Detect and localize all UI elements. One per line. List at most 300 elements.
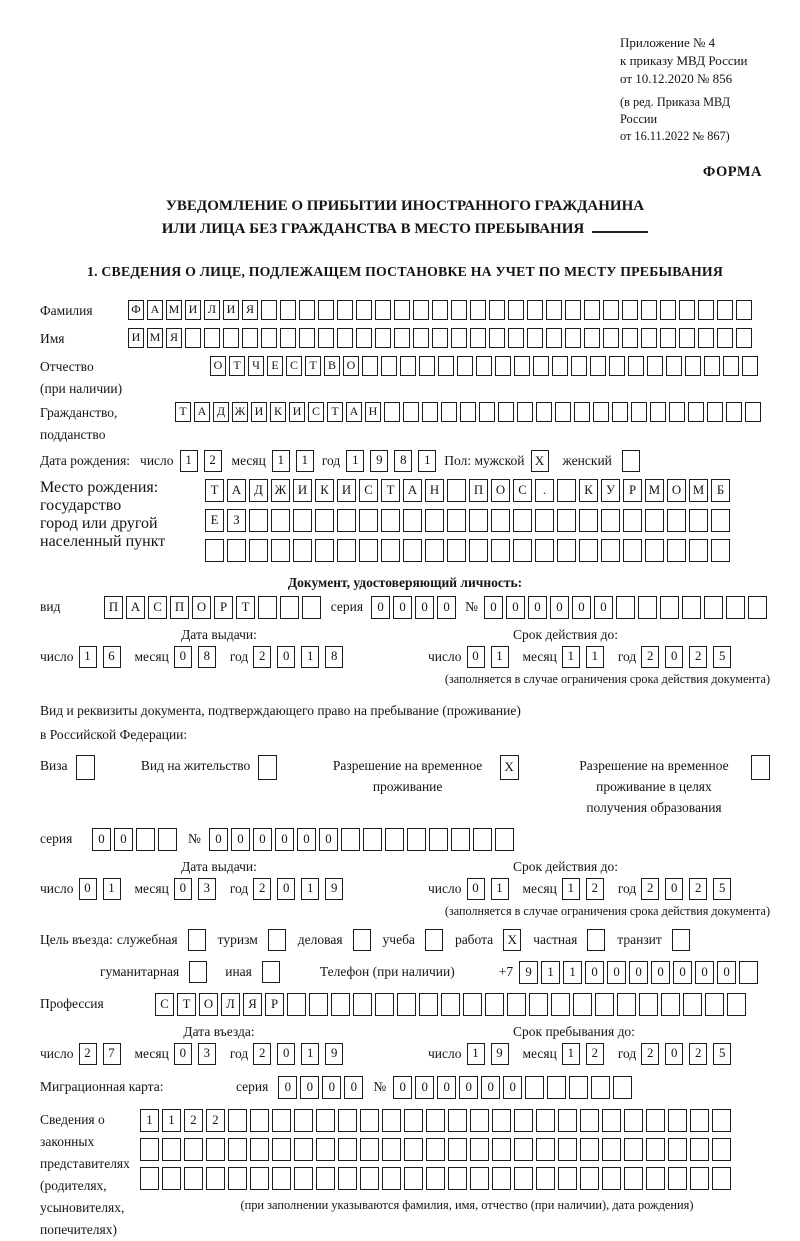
char-cell[interactable]	[413, 328, 429, 348]
char-cell[interactable]	[457, 356, 473, 376]
char-cell[interactable]: Л	[221, 993, 240, 1016]
char-cell[interactable]: Ж	[271, 479, 290, 502]
char-cell[interactable]: Т	[305, 356, 321, 376]
purpose-other-checkbox[interactable]	[262, 961, 280, 983]
char-cell[interactable]: 0	[503, 1076, 522, 1099]
purpose-business-checkbox[interactable]	[188, 929, 206, 951]
char-cell[interactable]	[555, 402, 571, 422]
char-cell[interactable]: Т	[236, 596, 255, 619]
char-cell[interactable]: И	[289, 402, 305, 422]
char-cell[interactable]: Д	[249, 479, 268, 502]
char-cell[interactable]	[623, 539, 642, 562]
char-cell[interactable]	[422, 402, 438, 422]
char-cell[interactable]	[533, 356, 549, 376]
char-cell[interactable]	[668, 1138, 687, 1161]
char-cell[interactable]: А	[126, 596, 145, 619]
char-cell[interactable]	[645, 509, 664, 532]
char-cell[interactable]	[717, 328, 733, 348]
char-cell[interactable]: Я	[243, 993, 262, 1016]
char-cell[interactable]	[136, 828, 155, 851]
char-cell[interactable]	[223, 328, 239, 348]
char-cell[interactable]: С	[359, 479, 378, 502]
char-cell[interactable]	[683, 993, 702, 1016]
char-cell[interactable]	[460, 402, 476, 422]
char-cell[interactable]	[546, 328, 562, 348]
purpose-work-checkbox[interactable]: X	[503, 929, 521, 951]
char-cell[interactable]: 9	[325, 1043, 343, 1065]
char-cell[interactable]	[536, 1109, 555, 1132]
char-cell[interactable]	[525, 1076, 544, 1099]
char-cell[interactable]	[492, 1167, 511, 1190]
char-cell[interactable]	[712, 1138, 731, 1161]
char-cell[interactable]: 8	[198, 646, 216, 668]
char-cell[interactable]: 1	[301, 646, 319, 668]
char-cell[interactable]	[451, 328, 467, 348]
char-cell[interactable]	[661, 993, 680, 1016]
char-cell[interactable]	[397, 993, 416, 1016]
char-cell[interactable]	[529, 993, 548, 1016]
char-cell[interactable]	[660, 596, 679, 619]
char-cell[interactable]	[250, 1138, 269, 1161]
char-cell[interactable]: 0	[297, 828, 316, 851]
char-cell[interactable]: 2	[641, 878, 659, 900]
char-cell[interactable]: 1	[562, 646, 580, 668]
char-cell[interactable]	[403, 509, 422, 532]
char-cell[interactable]	[579, 539, 598, 562]
char-cell[interactable]	[294, 1167, 313, 1190]
char-cell[interactable]	[645, 539, 664, 562]
char-cell[interactable]	[726, 402, 742, 422]
char-cell[interactable]: И	[185, 300, 201, 320]
char-cell[interactable]: 9	[370, 450, 388, 472]
char-cell[interactable]	[536, 1138, 555, 1161]
char-cell[interactable]: 5	[713, 1043, 731, 1065]
char-cell[interactable]	[438, 356, 454, 376]
char-cell[interactable]	[473, 828, 492, 851]
char-cell[interactable]	[469, 509, 488, 532]
char-cell[interactable]: О	[192, 596, 211, 619]
char-cell[interactable]: В	[324, 356, 340, 376]
char-cell[interactable]: 0	[665, 1043, 683, 1065]
char-cell[interactable]: Е	[267, 356, 283, 376]
char-cell[interactable]	[535, 539, 554, 562]
char-cell[interactable]: А	[403, 479, 422, 502]
char-cell[interactable]	[426, 1109, 445, 1132]
char-cell[interactable]	[451, 828, 470, 851]
char-cell[interactable]: 1	[562, 1043, 580, 1065]
char-cell[interactable]	[698, 328, 714, 348]
char-cell[interactable]	[158, 828, 177, 851]
purpose-commercial-checkbox[interactable]	[353, 929, 371, 951]
char-cell[interactable]: М	[689, 479, 708, 502]
char-cell[interactable]	[316, 1109, 335, 1132]
char-cell[interactable]	[184, 1167, 203, 1190]
char-cell[interactable]	[617, 993, 636, 1016]
char-cell[interactable]	[425, 509, 444, 532]
char-cell[interactable]: З	[227, 509, 246, 532]
char-cell[interactable]	[689, 509, 708, 532]
purpose-transit-checkbox[interactable]	[672, 929, 690, 951]
char-cell[interactable]	[602, 1167, 621, 1190]
char-cell[interactable]: 1	[346, 450, 364, 472]
char-cell[interactable]	[690, 1109, 709, 1132]
char-cell[interactable]	[381, 356, 397, 376]
char-cell[interactable]	[624, 1167, 643, 1190]
char-cell[interactable]	[476, 356, 492, 376]
char-cell[interactable]	[381, 539, 400, 562]
char-cell[interactable]: Р	[623, 479, 642, 502]
char-cell[interactable]	[381, 509, 400, 532]
char-cell[interactable]: П	[170, 596, 189, 619]
char-cell[interactable]	[495, 828, 514, 851]
char-cell[interactable]: А	[147, 300, 163, 320]
char-cell[interactable]	[294, 1109, 313, 1132]
char-cell[interactable]: М	[645, 479, 664, 502]
char-cell[interactable]	[447, 509, 466, 532]
char-cell[interactable]	[375, 993, 394, 1016]
char-cell[interactable]	[641, 300, 657, 320]
char-cell[interactable]	[271, 539, 290, 562]
char-cell[interactable]	[419, 356, 435, 376]
char-cell[interactable]: 1	[563, 961, 582, 984]
char-cell[interactable]	[705, 993, 724, 1016]
char-cell[interactable]	[356, 300, 372, 320]
char-cell[interactable]: 6	[103, 646, 121, 668]
char-cell[interactable]: 2	[204, 450, 222, 472]
char-cell[interactable]	[679, 300, 695, 320]
char-cell[interactable]: 1	[140, 1109, 159, 1132]
char-cell[interactable]	[623, 509, 642, 532]
char-cell[interactable]	[228, 1109, 247, 1132]
char-cell[interactable]	[489, 300, 505, 320]
char-cell[interactable]	[432, 328, 448, 348]
char-cell[interactable]	[646, 1138, 665, 1161]
char-cell[interactable]: 0	[481, 1076, 500, 1099]
char-cell[interactable]	[601, 509, 620, 532]
char-cell[interactable]: 0	[209, 828, 228, 851]
char-cell[interactable]	[299, 328, 315, 348]
char-cell[interactable]	[609, 356, 625, 376]
char-cell[interactable]	[337, 328, 353, 348]
char-cell[interactable]	[403, 402, 419, 422]
char-cell[interactable]: 0	[174, 646, 192, 668]
char-cell[interactable]: Е	[205, 509, 224, 532]
char-cell[interactable]	[261, 328, 277, 348]
char-cell[interactable]	[647, 356, 663, 376]
char-cell[interactable]	[359, 539, 378, 562]
char-cell[interactable]: 0	[467, 878, 485, 900]
char-cell[interactable]	[574, 402, 590, 422]
char-cell[interactable]	[667, 539, 686, 562]
char-cell[interactable]	[360, 1109, 379, 1132]
char-cell[interactable]	[558, 1109, 577, 1132]
char-cell[interactable]	[717, 300, 733, 320]
char-cell[interactable]	[470, 328, 486, 348]
char-cell[interactable]	[646, 1109, 665, 1132]
char-cell[interactable]	[318, 300, 334, 320]
char-cell[interactable]	[748, 596, 767, 619]
char-cell[interactable]: А	[227, 479, 246, 502]
char-cell[interactable]: И	[251, 402, 267, 422]
char-cell[interactable]: И	[223, 300, 239, 320]
char-cell[interactable]	[689, 539, 708, 562]
char-cell[interactable]	[669, 402, 685, 422]
char-cell[interactable]: 0	[275, 828, 294, 851]
char-cell[interactable]: 0	[114, 828, 133, 851]
char-cell[interactable]	[622, 300, 638, 320]
char-cell[interactable]	[258, 596, 277, 619]
char-cell[interactable]	[527, 300, 543, 320]
char-cell[interactable]	[338, 1167, 357, 1190]
char-cell[interactable]	[736, 300, 752, 320]
char-cell[interactable]: 0	[415, 596, 434, 619]
char-cell[interactable]	[507, 993, 526, 1016]
char-cell[interactable]	[508, 300, 524, 320]
char-cell[interactable]: 9	[519, 961, 538, 984]
char-cell[interactable]: 1	[103, 878, 121, 900]
char-cell[interactable]	[491, 509, 510, 532]
char-cell[interactable]	[337, 300, 353, 320]
char-cell[interactable]	[228, 1138, 247, 1161]
char-cell[interactable]: С	[148, 596, 167, 619]
char-cell[interactable]	[280, 300, 296, 320]
char-cell[interactable]	[280, 596, 299, 619]
char-cell[interactable]	[360, 1138, 379, 1161]
char-cell[interactable]	[603, 328, 619, 348]
char-cell[interactable]: 0	[277, 1043, 295, 1065]
char-cell[interactable]: Л	[204, 300, 220, 320]
char-cell[interactable]	[140, 1167, 159, 1190]
char-cell[interactable]	[739, 961, 758, 984]
char-cell[interactable]	[624, 1109, 643, 1132]
char-cell[interactable]	[140, 1138, 159, 1161]
char-cell[interactable]: 1	[562, 878, 580, 900]
char-cell[interactable]: 0	[673, 961, 692, 984]
char-cell[interactable]	[294, 1138, 313, 1161]
char-cell[interactable]	[337, 509, 356, 532]
char-cell[interactable]: 0	[231, 828, 250, 851]
char-cell[interactable]: 0	[572, 596, 591, 619]
char-cell[interactable]	[557, 509, 576, 532]
temp-residence-education-checkbox[interactable]	[751, 755, 770, 780]
char-cell[interactable]: 8	[325, 646, 343, 668]
char-cell[interactable]	[557, 539, 576, 562]
char-cell[interactable]: 2	[253, 1043, 271, 1065]
char-cell[interactable]	[492, 1138, 511, 1161]
char-cell[interactable]	[638, 596, 657, 619]
char-cell[interactable]	[723, 356, 739, 376]
char-cell[interactable]: О	[210, 356, 226, 376]
char-cell[interactable]	[666, 356, 682, 376]
char-cell[interactable]: 2	[586, 878, 604, 900]
char-cell[interactable]: 2	[689, 1043, 707, 1065]
char-cell[interactable]	[451, 300, 467, 320]
char-cell[interactable]	[206, 1138, 225, 1161]
char-cell[interactable]: Т	[177, 993, 196, 1016]
char-cell[interactable]: 1	[491, 646, 509, 668]
char-cell[interactable]: 0	[695, 961, 714, 984]
char-cell[interactable]	[492, 1109, 511, 1132]
char-cell[interactable]	[272, 1138, 291, 1161]
char-cell[interactable]: 9	[325, 878, 343, 900]
char-cell[interactable]: 0	[484, 596, 503, 619]
char-cell[interactable]	[337, 539, 356, 562]
char-cell[interactable]	[688, 402, 704, 422]
char-cell[interactable]: 2	[689, 878, 707, 900]
char-cell[interactable]	[742, 356, 758, 376]
char-cell[interactable]	[601, 539, 620, 562]
char-cell[interactable]	[432, 300, 448, 320]
char-cell[interactable]: 0	[371, 596, 390, 619]
char-cell[interactable]: 2	[253, 878, 271, 900]
char-cell[interactable]	[227, 539, 246, 562]
char-cell[interactable]	[514, 1109, 533, 1132]
char-cell[interactable]	[242, 328, 258, 348]
char-cell[interactable]: 0	[594, 596, 613, 619]
char-cell[interactable]	[463, 993, 482, 1016]
char-cell[interactable]: О	[343, 356, 359, 376]
char-cell[interactable]	[331, 993, 350, 1016]
char-cell[interactable]: 0	[344, 1076, 363, 1099]
char-cell[interactable]: 3	[198, 1043, 216, 1065]
char-cell[interactable]	[584, 328, 600, 348]
purpose-private-checkbox[interactable]	[587, 929, 605, 951]
char-cell[interactable]: 0	[665, 878, 683, 900]
char-cell[interactable]	[375, 300, 391, 320]
char-cell[interactable]	[360, 1167, 379, 1190]
char-cell[interactable]: С	[286, 356, 302, 376]
char-cell[interactable]: 2	[184, 1109, 203, 1132]
char-cell[interactable]	[668, 1109, 687, 1132]
char-cell[interactable]	[316, 1138, 335, 1161]
char-cell[interactable]	[400, 356, 416, 376]
char-cell[interactable]: А	[346, 402, 362, 422]
char-cell[interactable]	[384, 402, 400, 422]
char-cell[interactable]	[261, 300, 277, 320]
char-cell[interactable]: 1	[180, 450, 198, 472]
char-cell[interactable]	[565, 328, 581, 348]
char-cell[interactable]	[616, 596, 635, 619]
char-cell[interactable]: П	[104, 596, 123, 619]
char-cell[interactable]	[404, 1138, 423, 1161]
char-cell[interactable]	[612, 402, 628, 422]
char-cell[interactable]	[580, 1167, 599, 1190]
char-cell[interactable]	[318, 328, 334, 348]
char-cell[interactable]	[622, 328, 638, 348]
char-cell[interactable]: 0	[437, 1076, 456, 1099]
char-cell[interactable]	[299, 300, 315, 320]
char-cell[interactable]: Р	[265, 993, 284, 1016]
char-cell[interactable]: Н	[365, 402, 381, 422]
char-cell[interactable]	[382, 1138, 401, 1161]
char-cell[interactable]	[448, 1138, 467, 1161]
char-cell[interactable]	[602, 1109, 621, 1132]
char-cell[interactable]: 1	[272, 450, 290, 472]
char-cell[interactable]: 0	[393, 1076, 412, 1099]
purpose-study-checkbox[interactable]	[425, 929, 443, 951]
char-cell[interactable]	[485, 993, 504, 1016]
char-cell[interactable]	[341, 828, 360, 851]
char-cell[interactable]: 2	[206, 1109, 225, 1132]
char-cell[interactable]: 1	[541, 961, 560, 984]
char-cell[interactable]	[546, 300, 562, 320]
char-cell[interactable]: Н	[425, 479, 444, 502]
char-cell[interactable]	[565, 300, 581, 320]
char-cell[interactable]	[711, 509, 730, 532]
char-cell[interactable]	[712, 1109, 731, 1132]
char-cell[interactable]	[470, 1138, 489, 1161]
char-cell[interactable]	[287, 993, 306, 1016]
sex-male-checkbox[interactable]: X	[531, 450, 549, 472]
purpose-tourism-checkbox[interactable]	[268, 929, 286, 951]
char-cell[interactable]	[631, 402, 647, 422]
char-cell[interactable]	[271, 509, 290, 532]
char-cell[interactable]	[547, 1076, 566, 1099]
char-cell[interactable]	[316, 1167, 335, 1190]
char-cell[interactable]: 0	[629, 961, 648, 984]
char-cell[interactable]: 2	[586, 1043, 604, 1065]
title-blank-underline[interactable]	[592, 219, 648, 233]
char-cell[interactable]: У	[601, 479, 620, 502]
char-cell[interactable]: 5	[713, 646, 731, 668]
char-cell[interactable]: 7	[103, 1043, 121, 1065]
char-cell[interactable]	[249, 509, 268, 532]
char-cell[interactable]	[698, 300, 714, 320]
char-cell[interactable]	[704, 356, 720, 376]
char-cell[interactable]	[309, 993, 328, 1016]
char-cell[interactable]	[205, 539, 224, 562]
char-cell[interactable]: Ж	[232, 402, 248, 422]
char-cell[interactable]: 0	[277, 878, 295, 900]
char-cell[interactable]: 1	[301, 878, 319, 900]
purpose-humanitarian-checkbox[interactable]	[189, 961, 207, 983]
char-cell[interactable]: 0	[322, 1076, 341, 1099]
char-cell[interactable]: 0	[506, 596, 525, 619]
char-cell[interactable]	[185, 328, 201, 348]
char-cell[interactable]: О	[199, 993, 218, 1016]
char-cell[interactable]	[527, 328, 543, 348]
char-cell[interactable]	[514, 356, 530, 376]
char-cell[interactable]	[403, 539, 422, 562]
char-cell[interactable]	[551, 993, 570, 1016]
char-cell[interactable]	[641, 328, 657, 348]
char-cell[interactable]: К	[579, 479, 598, 502]
char-cell[interactable]: 0	[437, 596, 456, 619]
char-cell[interactable]: 0	[92, 828, 111, 851]
char-cell[interactable]: Р	[214, 596, 233, 619]
char-cell[interactable]: 1	[467, 1043, 485, 1065]
char-cell[interactable]: П	[469, 479, 488, 502]
char-cell[interactable]	[557, 479, 576, 502]
char-cell[interactable]	[315, 509, 334, 532]
char-cell[interactable]: 0	[174, 878, 192, 900]
char-cell[interactable]	[704, 596, 723, 619]
char-cell[interactable]	[514, 1167, 533, 1190]
char-cell[interactable]	[394, 328, 410, 348]
char-cell[interactable]	[679, 328, 695, 348]
char-cell[interactable]	[498, 402, 514, 422]
char-cell[interactable]	[495, 356, 511, 376]
char-cell[interactable]	[280, 328, 296, 348]
char-cell[interactable]: И	[337, 479, 356, 502]
char-cell[interactable]	[591, 1076, 610, 1099]
char-cell[interactable]	[249, 539, 268, 562]
char-cell[interactable]	[479, 402, 495, 422]
char-cell[interactable]	[394, 300, 410, 320]
char-cell[interactable]	[711, 539, 730, 562]
char-cell[interactable]: 2	[641, 646, 659, 668]
char-cell[interactable]	[727, 993, 746, 1016]
